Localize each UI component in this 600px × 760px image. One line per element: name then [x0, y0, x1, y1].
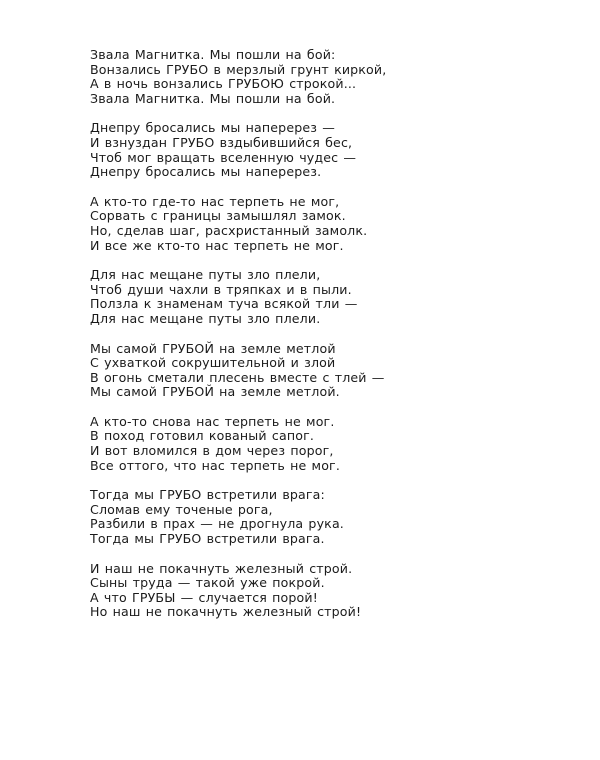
poem-line: А в ночь вонзались ГРУБОЮ строкой...: [90, 76, 357, 92]
poem-line: А что ГРУБЫ — случается порой!: [90, 589, 318, 605]
poem-line: Звала Магнитка. Мы пошли на бой:: [90, 47, 336, 62]
stanza-5: [90, 342, 570, 400]
poem-line: Сыны труда — такой уже покрой.: [90, 575, 325, 591]
poem-line: Вонзались ГРУБО в мерзлый грунт киркой,: [90, 61, 387, 77]
poem-line: И взнуздан ГРУБО вздыбившийся бес,: [90, 134, 353, 150]
poem-line: Разбили в прах — не дрогнула рука.: [90, 516, 344, 532]
poem-line: Сорвать с границы замышлял замок.: [90, 208, 346, 224]
poem-line: Звала Магнитка. Мы пошли на бой.: [90, 90, 336, 106]
poem-line: Все оттого, что нас терпеть не мог.: [90, 457, 340, 473]
stanza-2: [90, 121, 570, 179]
poem-line: Днепру бросались мы наперерез.: [90, 164, 322, 180]
poem-line: Для нас мещане путы зло плели,: [90, 267, 321, 283]
stanza-7: [90, 488, 570, 546]
poem-line: Тогда мы ГРУБО встретили врага.: [90, 531, 325, 547]
stanza-1: [90, 48, 570, 106]
stanza-6: [90, 415, 570, 473]
poem-line: Для нас мещане путы зло плели.: [90, 310, 321, 326]
poem-line: Но, сделав шаг, расхристанный замолк.: [90, 222, 368, 238]
poem-line: И вот вломился в дом через порог,: [90, 443, 334, 459]
stanza-8: [90, 562, 570, 620]
poem-line: Сломав ему точеные рога,: [90, 501, 273, 517]
stanza-3: [90, 195, 570, 253]
poem-line: Ползла к знаменам туча всякой тли —: [90, 296, 358, 312]
poem-line: Мы самой ГРУБОЙ на земле метлой: [90, 340, 336, 356]
poem-line: Но наш не покачнуть железный строй!: [90, 604, 362, 620]
poem-line: В поход готовил кованый сапог.: [90, 428, 314, 444]
poem-line: Днепру бросались мы наперерез —: [90, 120, 336, 136]
stanza-4: [90, 268, 570, 326]
poem-line: А кто-то где-то нас терпеть не мог,: [90, 193, 340, 209]
poem-line: И все же кто-то нас терпеть не мог.: [90, 237, 344, 253]
poem-text: [90, 48, 570, 635]
poem-line: Тогда мы ГРУБО встретили врага:: [90, 487, 325, 503]
poem-line: А кто-то снова нас терпеть не мог.: [90, 413, 335, 429]
poem-line: Чтоб души чахли в тряпках и в пыли.: [90, 281, 352, 297]
poem-line: С ухваткой сокрушительной и злой: [90, 355, 336, 371]
poem-line: Мы самой ГРУБОЙ на земле метлой.: [90, 384, 340, 400]
poem-line: И наш не покачнуть железный строй.: [90, 560, 353, 576]
poem-line: Чтоб мог вращать вселенную чудес —: [90, 149, 357, 165]
poem-line: В огонь сметали плесень вместе с тлей —: [90, 369, 385, 385]
